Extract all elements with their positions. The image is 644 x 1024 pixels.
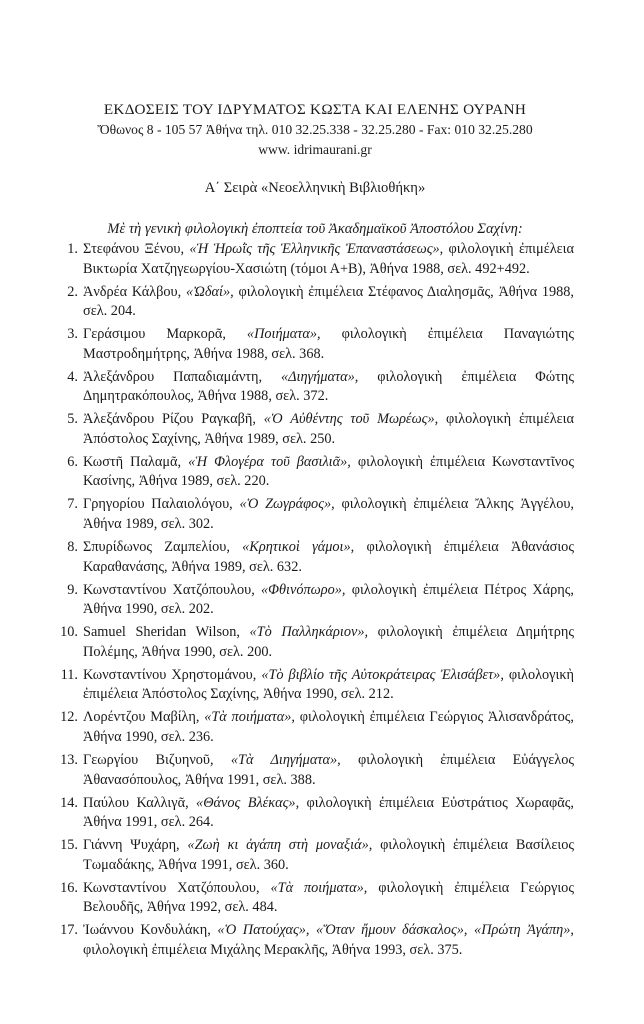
book-details: φιλολογικὴ ἐπιμέλεια Δημήτρης Πολέμης, Ἀθήνα 1990, σελ. 200. bbox=[83, 624, 574, 660]
book-title: «Φθινόπωρο», bbox=[261, 581, 346, 598]
book-title: «Τὰ ποιήματα», bbox=[204, 709, 295, 726]
book-author: Σπυρίδωνος Ζαμπελίου, bbox=[83, 539, 230, 556]
book-details: φιλολογικὴ ἐπιμέλεια Εὐάγγελος Ἀθανασόπουλος, Ἀθήνα 1991, σελ. 388. bbox=[83, 751, 575, 788]
book-number: 8. bbox=[67, 539, 78, 556]
book-title: «Τὰ Διηγήματα», bbox=[230, 751, 341, 768]
book-title: «Ζωὴ κι ἀγάπη στὴ μοναξιά», bbox=[187, 837, 373, 854]
book-title: «Ὁ Πατούχας», «Ὅταν ἤμουν δάσκαλος», «Πρώτη Ἀγάπη», bbox=[217, 922, 574, 939]
book-details: φιλολογικὴ ἐπιμέλεια Κωνσταντῖνος Κασίνης, Ἀθήνα 1989, σελ. 220. bbox=[83, 453, 574, 490]
book-details: φιλολογικὴ ἐπιμέλεια Ἀπόστολος Σαχίνης, Ἀθήνα 1990, σελ. 212. bbox=[83, 666, 575, 703]
publisher-address: Ὄθωνος 8 - 105 57 Ἀθήνα τηλ. 010 32.25.338 - 32.25.280 - Fax: 010 32.25.280 bbox=[97, 122, 533, 137]
book-details: φιλολογικὴ ἐπιμέλεια Βικτωρία Χατζηγεωργίου-Χασιώτη (τόμοι Α+Β), Ἀθήνα 1988, σελ. 492+492. bbox=[83, 241, 574, 277]
book-details: φιλολογικὴ ἐπιμέλεια Πέτρος Χάρης, Ἀθήνα 1990, σελ. 202. bbox=[83, 581, 574, 618]
book-author: Ἀνδρέα Κάλβου, bbox=[83, 283, 182, 300]
book-details: φιλολογικὴ ἐπιμέλεια Παναγιώτης Μαστροδημήτρης, Ἀθήνα 1988, σελ. 368. bbox=[83, 326, 574, 362]
book-entry bbox=[56, 708, 574, 747]
book-number: 17. bbox=[60, 922, 78, 939]
book-number: 14. bbox=[60, 794, 78, 811]
book-details: φιλολογικὴ ἐπιμέλεια Φώτης Δημητρακόπουλος, Ἀθήνα 1988, σελ. 372. bbox=[83, 368, 574, 405]
book-title: «Κρητικοὶ γάμοι», bbox=[242, 539, 355, 556]
book-entry bbox=[56, 453, 574, 492]
book-entry bbox=[56, 794, 574, 833]
book-number: 11. bbox=[60, 666, 78, 683]
books-list bbox=[56, 240, 574, 960]
book-entry bbox=[56, 623, 574, 662]
book-number: 6. bbox=[67, 453, 78, 470]
book-entry bbox=[56, 410, 574, 449]
book-entry bbox=[56, 325, 574, 364]
book-entry bbox=[56, 240, 574, 279]
book-entry bbox=[56, 666, 574, 705]
book-number: 7. bbox=[67, 496, 78, 513]
book-author: Γιάννη Ψυχάρη, bbox=[83, 837, 180, 854]
book-author: Παύλου Καλλιγᾶ, bbox=[83, 794, 189, 811]
book-entry bbox=[56, 283, 574, 322]
book-details: φιλολογικὴ ἐπιμέλεια Ἄλκης Ἀγγέλου, Ἀθήνα 1989, σελ. 302. bbox=[83, 496, 574, 533]
book-details: φιλολογικὴ ἐπιμέλεια Στέφανος Διαλησμᾶς, Ἀθήνα 1988, σελ. 204. bbox=[83, 283, 574, 320]
book-author: Γεωργίου Βιζυηνοῦ, bbox=[83, 751, 214, 768]
book-details: φιλολογικὴ ἐπιμέλεια Βασίλειος Τωμαδάκης, Ἀθήνα 1991, σελ. 360. bbox=[83, 837, 574, 873]
book-entry bbox=[56, 751, 574, 790]
book-author: Κωστῆ Παλαμᾶ, bbox=[83, 453, 182, 470]
publisher-name: ΕΚΔΟΣΕΙΣ ΤΟΥ ΙΔΡΥΜΑΤΟΣ ΚΩΣΤΑ ΚΑΙ ΕΛΕΝΗΣ ΟΥΡΑΝΗ bbox=[103, 101, 527, 118]
book-details: φιλολογικὴ ἐπιμέλεια Μιχάλης Μερακλῆς, Ἀθήνα 1993, σελ. 375. bbox=[83, 941, 463, 958]
book-title: «Ἡ Ἡρωῒς τῆς Ἑλληνικῆς Ἐπαναστάσεως», bbox=[189, 241, 444, 257]
book-title: «Διηγήματα», bbox=[281, 368, 359, 385]
book-title: «Τὸ βιβλίο τῆς Αὐτοκράτειρας Ἐλισάβετ», bbox=[261, 666, 504, 683]
book-author: Ἰωάννου Κονδυλάκη, bbox=[83, 922, 211, 939]
book-entry bbox=[56, 538, 574, 577]
book-number: 15. bbox=[60, 837, 78, 854]
book-author: Ἀλεξάνδρου Παπαδιαμάντη, bbox=[83, 368, 263, 385]
book-title: «Ποιήματα», bbox=[246, 326, 321, 343]
book-title: «Ὠδαί», bbox=[185, 283, 234, 300]
book-details: φιλολογικὴ ἐπιμέλεια Ἀπόστολος Σαχίνης, Ἀθήνα 1989, σελ. 250. bbox=[83, 411, 575, 447]
book-details: φιλολογικὴ ἐπιμέλεια Εὐστράτιος Χωραφᾶς, Ἀθήνα 1991, σελ. 264. bbox=[83, 794, 574, 831]
book-entry bbox=[56, 368, 574, 407]
book-author: Γρηγορίου Παλαιολόγου, bbox=[83, 496, 233, 513]
book-number: 1. bbox=[67, 241, 78, 257]
book-details: φιλολογικὴ ἐπιμέλεια Ἀθανάσιος Καραθανάσης, Ἀθήνα 1989, σελ. 632. bbox=[83, 539, 574, 575]
document-page bbox=[56, 100, 574, 964]
book-author: Λορέντζου Μαβίλη, bbox=[83, 709, 200, 726]
series-title: Α΄ Σειρὰ «Νεοελληνικὴ Βιβλιοθήκη» bbox=[204, 180, 426, 196]
book-title: «Ὁ Αὐθέντης τοῦ Μωρέως», bbox=[263, 411, 439, 428]
book-details: φιλολογικὴ ἐπιμέλεια Γεώργιος Ἀλισανδράτος, Ἀθήνα 1990, σελ. 236. bbox=[83, 709, 574, 745]
book-number: 10. bbox=[60, 624, 78, 641]
book-author: Samuel Sheridan Wilson, bbox=[83, 624, 240, 641]
book-author: Γεράσιμου Μαρκορᾶ, bbox=[83, 326, 226, 343]
book-title: «Ἡ Φλογέρα τοῦ βασιλιᾶ», bbox=[188, 453, 351, 470]
book-entry bbox=[56, 836, 574, 875]
book-number: 4. bbox=[67, 368, 78, 385]
book-author: Κωνσταντίνου Χατζόπουλου, bbox=[83, 879, 260, 896]
book-author: Στεφάνου Ξένου, bbox=[83, 241, 185, 257]
book-author: Ἀλεξάνδρου Ρίζου Ραγκαβῆ, bbox=[83, 411, 256, 428]
book-number: 5. bbox=[67, 411, 78, 428]
book-author: Κωνσταντίνου Χρηστομάνου, bbox=[83, 666, 257, 683]
book-title: «Τὰ ποιήματα», bbox=[270, 879, 368, 896]
book-title: «Ὁ Ζωγράφος», bbox=[239, 496, 335, 513]
book-number: 3. bbox=[67, 326, 78, 343]
book-title: «Τὸ Παλληκάριον», bbox=[249, 624, 369, 641]
book-entry bbox=[56, 879, 574, 918]
book-number: 2. bbox=[67, 283, 78, 300]
publisher-website: www. idrimaurani.gr bbox=[258, 142, 372, 157]
book-entry bbox=[56, 921, 574, 960]
supervision-note: Μὲ τὴ γενικὴ φιλολογικὴ ἐποπτεία τοῦ Ἀκαδημαϊκοῦ Ἀποστόλου Σαχίνη: bbox=[107, 221, 523, 237]
book-number: 16. bbox=[60, 879, 78, 896]
book-details: φιλολογικὴ ἐπιμέλεια Γεώργιος Βελουδῆς, Ἀθήνα 1992, σελ. 484. bbox=[83, 879, 574, 916]
book-number: 9. bbox=[67, 581, 78, 598]
book-entry bbox=[56, 495, 574, 534]
book-number: 12. bbox=[60, 709, 78, 726]
book-title: «Θάνος Βλέκας», bbox=[196, 794, 300, 811]
book-author: Κωνσταντίνου Χατζόπουλου, bbox=[83, 581, 255, 598]
book-number: 13. bbox=[60, 751, 78, 768]
book-entry bbox=[56, 581, 574, 620]
